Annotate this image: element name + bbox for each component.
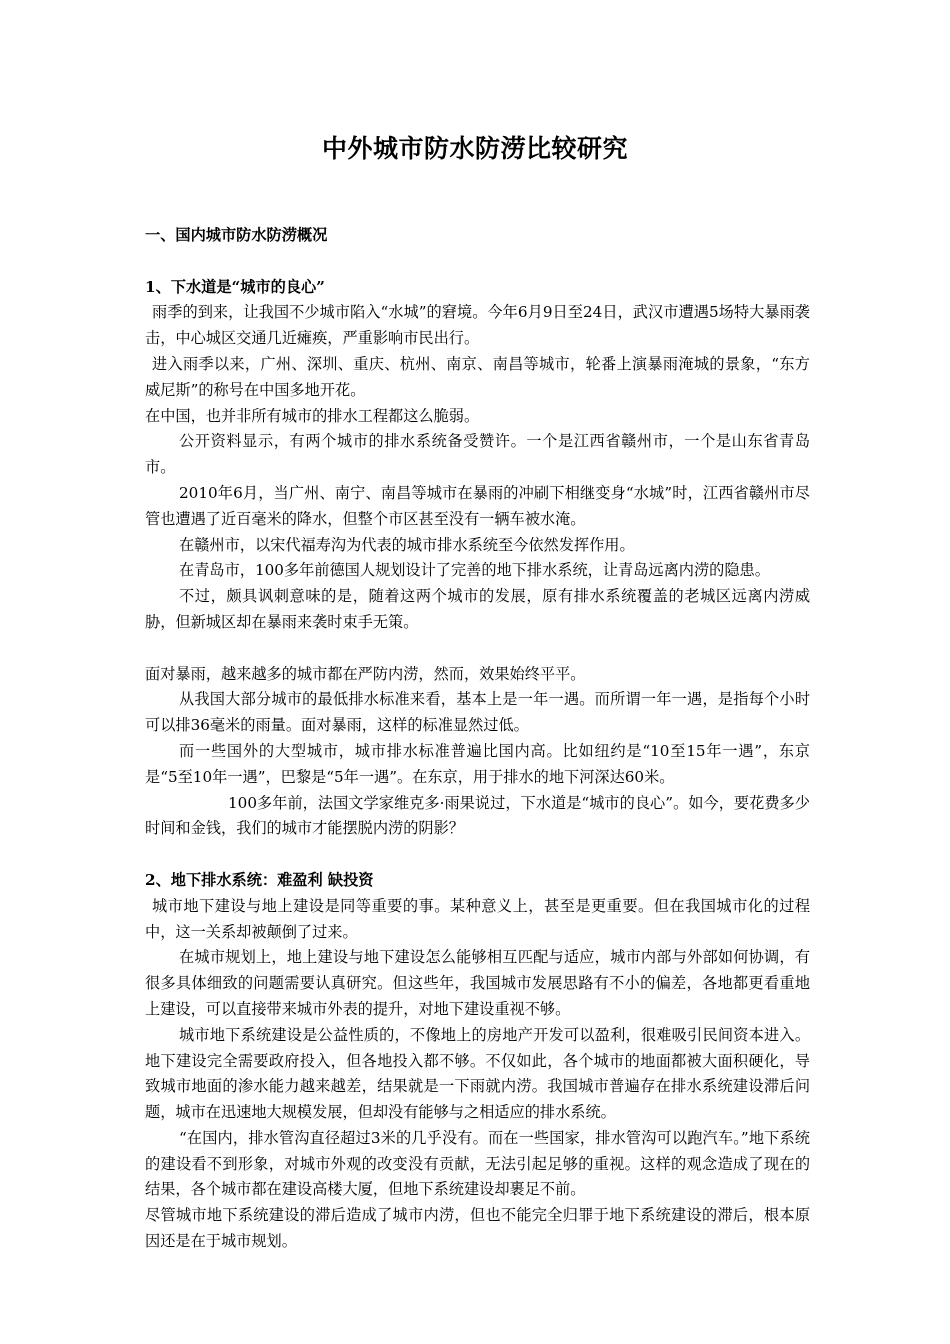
subsection-heading: 1、下水道是“城市的良心” bbox=[145, 277, 325, 296]
section-heading: 一、国内城市防水防涝概况 bbox=[145, 226, 328, 244]
paragraph: 在中国，也并非所有城市的排水工程都这么脆弱。 bbox=[145, 406, 480, 425]
subsection-heading: 2、地下排水系统：难盈利 缺投资 bbox=[145, 870, 374, 889]
paragraph: 在青岛市，100多年前德国人规划设计了完善的地下排水系统，让青岛远离内涝的隐患。 bbox=[179, 561, 770, 580]
paragraph: 雨季的到来，让我国不少城市陷入“水城”的窘境。今年6月9日至24日，武汉市遭遇5场特大暴雨袭击，中心城区交通几近瘫痪，严重影响市民出行。 bbox=[145, 303, 810, 348]
paragraph: 城市地下系统建设是公益性质的，不像地上的房地产开发可以盈利，很难吸引民间资本进入。地下建设完全需要政府投入，但各地投入都不够。不仅如此，各个城市的地面都被大面积硬化，导致城市地面的渗水能力越来越差，结果就是一下雨就内涝。我国城市普遍存在排水系统建设滞后问题，城市在迅速地大规模发展，但却没有能够与之相适应的排水系统。 bbox=[145, 1025, 810, 1122]
paragraph: 而一些国外的大型城市，城市排水标准普遍比国内高。比如纽约是“10至15年一遇”，东京是“5至10年一遇”，巴黎是“5年一遇”。在东京，用于排水的地下河深达60米。 bbox=[145, 741, 810, 786]
paragraph: 2010年6月，当广州、南宁、南昌等城市在暴雨的冲刷下相继变身“水城”时，江西省赣州市尽管也遭遇了近百毫米的降水，但整个市区甚至没有一辆车被水淹。 bbox=[145, 483, 810, 528]
document-title: 中外城市防水防涝比较研究 bbox=[321, 134, 628, 163]
document-body bbox=[145, 223, 810, 1255]
paragraph: 在赣州市，以宋代福寿沟为代表的城市排水系统至今依然发挥作用。 bbox=[179, 535, 635, 554]
paragraph: 100多年前，法国文学家维克多·雨果说过，下水道是“城市的良心”。如今，要花费多少时间和金钱，我们的城市才能摆脱内涝的阴影？ bbox=[145, 793, 810, 838]
paragraph: 从我国大部分城市的最低排水标准来看，基本上是一年一遇。而所谓一年一遇，是指每个小时可以排36毫米的雨量。面对暴雨，这样的标准显然过低。 bbox=[145, 690, 810, 735]
paragraph: 面对暴雨，越来越多的城市都在严防内涝，然而，效果始终平平。 bbox=[145, 664, 586, 683]
paragraph: 在城市规划上，地上建设与地下建设怎么能够相互匹配与适应，城市内部与外部如何协调，有很多具体细致的问题需要认真研究。但这些年，我国城市发展思路有不小的偏差，各地都更看重地上建设，可以直接带来城市外表的提升，对地下建设重视不够。 bbox=[145, 948, 810, 1018]
paragraph: 尽管城市地下系统建设的滞后造成了城市内涝，但也不能完全归罪于地下系统建设的滞后，根本原因还是在于城市规划。 bbox=[145, 1206, 810, 1251]
paragraph: 进入雨季以来，广州、深圳、重庆、杭州、南京、南昌等城市，轮番上演暴雨淹城的景象，“东方威尼斯”的称号在中国多地开花。 bbox=[145, 354, 810, 399]
paragraph: 不过，颇具讽刺意味的是，随着这两个城市的发展，原有排水系统覆盖的老城区远离内涝威胁，但新城区却在暴雨来袭时束手无策。 bbox=[145, 587, 810, 631]
paragraph: “在国内，排水管沟直径超过3米的几乎没有。而在一些国家，排水管沟可以跑汽车。”地下系统的建设看不到形象，对城市外观的改变没有贡献，无法引起足够的重视。这样的观念造成了现在的结果，各个城市都在建设高楼大厦，但地下系统建设却裹足不前。 bbox=[145, 1128, 810, 1199]
paragraph: 公开资料显示，有两个城市的排水系统备受赞许。一个是江西省赣州市，一个是山东省青岛市。 bbox=[145, 432, 810, 477]
paragraph: 城市地下建设与地上建设是同等重要的事。某种意义上，甚至是更重要。但在我国城市化的过程中，这一关系却被颠倒了过来。 bbox=[145, 896, 810, 941]
